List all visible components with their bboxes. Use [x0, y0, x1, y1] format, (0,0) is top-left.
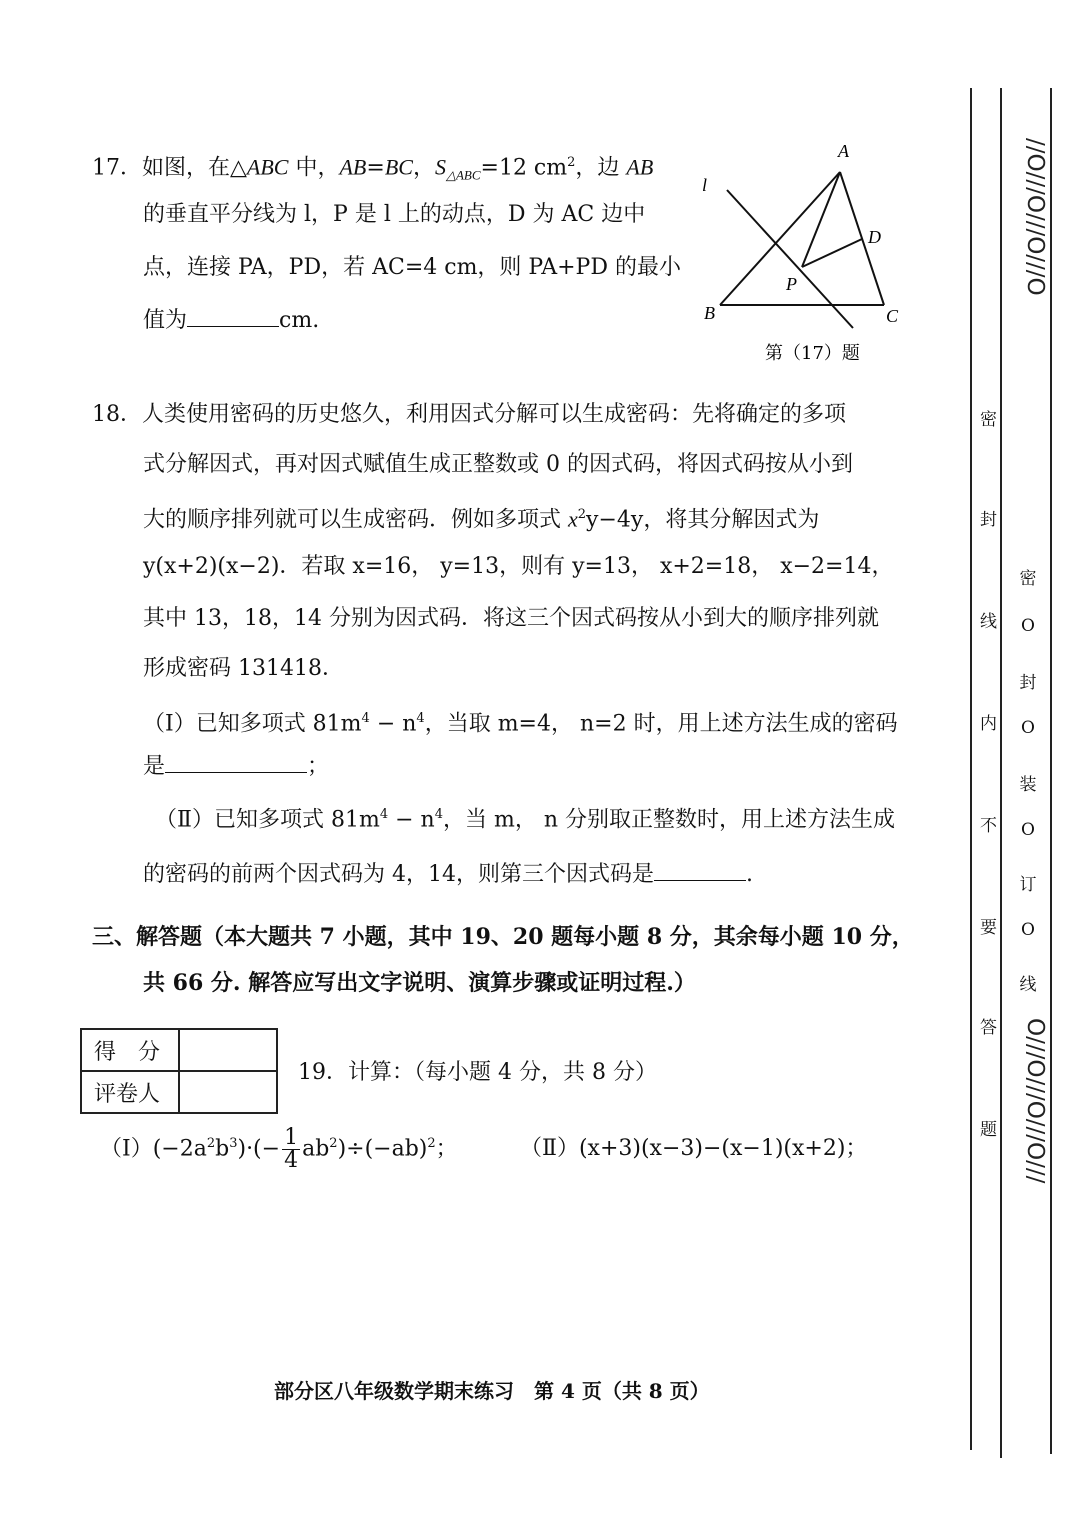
q17-line3: 点，连接 PA，PD，若 AC=4 cm，则 PA+PD 的最小 [143, 255, 681, 280]
q18-part2: （Ⅱ）已知多项式 $81m^4 - n^4$，当 m， n 分别取正整数时，用上述方法生成 [155, 807, 895, 833]
margin-line-inner [970, 88, 972, 1450]
margin-mid-2: O [1021, 616, 1035, 636]
seal-char-2: 封 [976, 510, 996, 527]
q18-line1: 18．人类使用密码的历史悠久，利用因式分解可以生成密码：先将确定的多项 [92, 402, 846, 427]
margin-mid-9: 线 [1019, 975, 1037, 995]
margin-line-outer [1050, 88, 1052, 1454]
q18-line2: 式分解因式，再对因式赋值生成正整数或 0 的因式码，将因式码按从小到 [143, 452, 853, 477]
fraction-one-quarter: $\frac{1}{4}$ [284, 1124, 299, 1173]
seal-char-5: 不 [976, 816, 996, 833]
q17-line1: 17．如图，在△ABC 中，AB=BC，$S_{\triangle ABC}=12$ $cm^2$，边 AB [92, 154, 654, 183]
seal-char-6: 要 [976, 918, 996, 935]
grader-cell[interactable] [179, 1071, 277, 1113]
margin-mid-4: O [1021, 718, 1035, 738]
margin-line-middle [1000, 88, 1002, 1458]
seal-char-4: 内 [976, 714, 996, 731]
q17-line4: 值为 cm. [143, 308, 320, 333]
margin-pattern-bottom: O///O///O///O/// [1022, 1018, 1048, 1184]
margin-mid-7: 订 [1019, 875, 1037, 895]
score-label: 得 分 [81, 1029, 179, 1071]
label-B: B [704, 303, 715, 323]
q18-line3: 大的顺序排列就可以生成密码．例如多项式 $x^2y-4y$，将其分解因式为 [143, 506, 820, 533]
q18-part2-answer-blank[interactable] [654, 880, 746, 881]
seal-char-3: 线 [976, 612, 996, 629]
q18-line6: 形成密码 131418． [143, 656, 344, 681]
q17-answer-blank[interactable] [187, 326, 279, 327]
score-cell[interactable] [179, 1029, 277, 1071]
q17-caption: 第（17）题 [765, 343, 860, 364]
q18-part2-answer-line: 的密码的前两个因式码为 4，14，则第三个因式码是 . [143, 862, 753, 887]
seal-char-1: 密 [976, 410, 996, 427]
segment-AB [720, 172, 840, 305]
score-table [80, 1028, 278, 1114]
label-D: D [868, 227, 881, 247]
q18-part1-answer-blank[interactable] [165, 772, 307, 773]
q17-figure [690, 135, 920, 370]
label-l: l [702, 175, 708, 195]
margin-mid-5: 装 [1019, 775, 1037, 795]
section3-heading: 三、解答题（本大题共 7 小题，其中 19、20 题每小题 8 分，其余每小题 10 分， [92, 924, 914, 950]
label-P: P [786, 274, 797, 294]
grader-label: 评卷人 [81, 1071, 179, 1113]
label-A: A [838, 141, 849, 161]
margin-mid-8: O [1021, 920, 1035, 940]
margin-mid-3: 封 [1019, 673, 1037, 693]
label-C: C [886, 306, 899, 326]
seal-char-8: 题 [976, 1120, 996, 1137]
q19-part1: $(Ⅰ)(-2a^2b^3)\cdot(-$ $\frac{1}{4}$ $ab^2)\div(-ab)^2$； [100, 1124, 458, 1173]
page-footer: 部分区八年级数学期末练习 第 4 页（共 8 页） [274, 1379, 710, 1403]
q19-title: 19．计算：（每小题 4 分，共 8 分） [298, 1060, 657, 1085]
perpendicular-bisector-l [727, 190, 853, 328]
q17-line2: 的垂直平分线为 l，P 是 l 上的动点，D 为 AC 边中 [143, 202, 646, 227]
q19-part2: （Ⅱ）(x+3)(x−3)−(x−1)(x+2)； [520, 1136, 868, 1161]
q18-part1-answer-line: 是 ； [143, 754, 330, 779]
seal-char-7: 答 [976, 1018, 996, 1035]
section3-instructions: 共 66 分. 解答应写出文字说明、演算步骤或证明过程.） [143, 970, 696, 996]
margin-mid-1: 密 [1019, 569, 1037, 589]
q18-line4: y(x+2)(x−2)．若取 x=16， y=13，则有 y=13， x+2=18， x−2=14， [143, 554, 894, 579]
margin-mid-6: O [1021, 820, 1035, 840]
margin-pattern-top: //O///O///O///O [1022, 138, 1048, 296]
q18-part1: （Ⅰ）已知多项式 $81m^4 - n^4$，当取 m=4， n=2 时，用上述方法生成的密码 [143, 711, 898, 737]
q18-line5: 其中 13，18，14 分别为因式码．将这三个因式码按从小到大的顺序排列就 [143, 606, 879, 631]
